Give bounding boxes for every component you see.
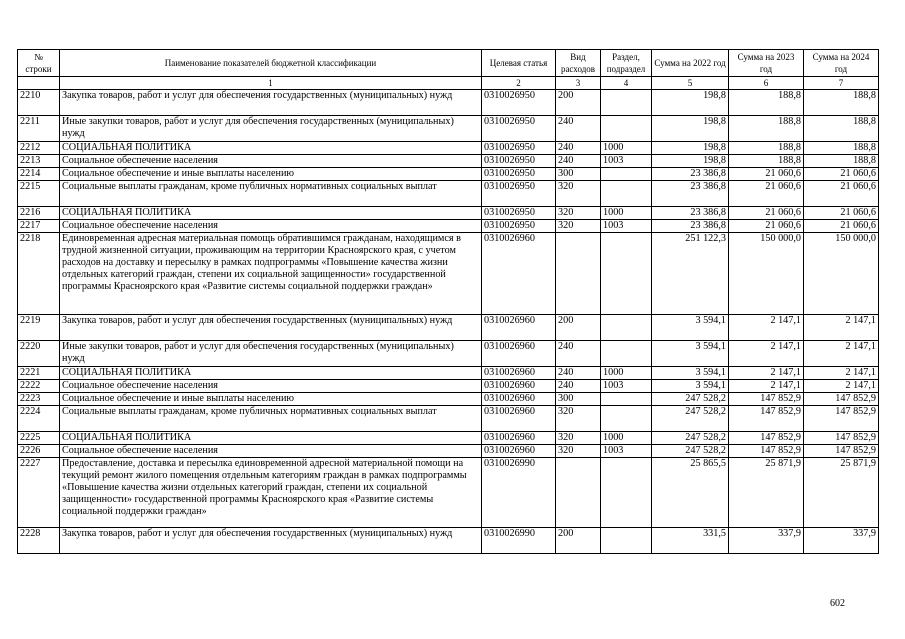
table-row	[18, 207, 879, 220]
table-row	[18, 116, 879, 142]
row-sum-2023: 2 147,1	[729, 367, 804, 380]
row-sum-2024: 147 852,9	[804, 406, 879, 432]
row-sum-2022: 25 865,5	[652, 458, 729, 528]
row-code: 2213	[18, 155, 60, 168]
row-code: 2212	[18, 142, 60, 155]
row-code: 2228	[18, 528, 60, 554]
row-target: 0310026990	[482, 458, 556, 528]
row-sum-2022: 198,8	[652, 155, 729, 168]
row-code: 2227	[18, 458, 60, 528]
header-sum-2023: Сумма на 2023 год	[729, 50, 804, 77]
row-name: Социальное обеспечение и иные выплаты населению	[60, 393, 482, 406]
column-number	[18, 77, 60, 90]
row-sum-2024: 150 000,0	[804, 233, 879, 315]
row-sum-2022: 23 386,8	[652, 220, 729, 233]
row-vid: 200	[556, 90, 601, 116]
row-razdel	[601, 233, 652, 315]
row-target: 0310026960	[482, 315, 556, 341]
table-row	[18, 367, 879, 380]
row-vid: 300	[556, 393, 601, 406]
row-name: Социальные выплаты гражданам, кроме публичных нормативных социальных выплат	[60, 406, 482, 432]
row-target: 0310026960	[482, 393, 556, 406]
row-sum-2024: 2 147,1	[804, 341, 879, 367]
table-row	[18, 315, 879, 341]
row-target: 0310026950	[482, 90, 556, 116]
row-target: 0310026960	[482, 406, 556, 432]
row-code: 2216	[18, 207, 60, 220]
row-sum-2024: 188,8	[804, 90, 879, 116]
table-row	[18, 528, 879, 554]
row-sum-2024: 21 060,6	[804, 181, 879, 207]
row-sum-2023: 25 871,9	[729, 458, 804, 528]
row-name: СОЦИАЛЬНАЯ ПОЛИТИКА	[60, 207, 482, 220]
row-name: Закупка товаров, работ и услуг для обеспечения государственных (муниципальных) нужд	[60, 528, 482, 554]
column-number-row	[18, 77, 879, 90]
row-target: 0310026990	[482, 528, 556, 554]
table-body	[18, 90, 879, 554]
row-target: 0310026950	[482, 220, 556, 233]
row-sum-2023: 2 147,1	[729, 341, 804, 367]
column-number: 2	[482, 77, 556, 90]
row-razdel	[601, 90, 652, 116]
row-sum-2024: 21 060,6	[804, 220, 879, 233]
row-sum-2023: 188,8	[729, 116, 804, 142]
row-code: 2225	[18, 432, 60, 445]
row-sum-2022: 3 594,1	[652, 367, 729, 380]
table-row	[18, 155, 879, 168]
row-target: 0310026960	[482, 432, 556, 445]
row-razdel: 1000	[601, 207, 652, 220]
row-razdel: 1003	[601, 445, 652, 458]
row-code: 2218	[18, 233, 60, 315]
row-target: 0310026960	[482, 233, 556, 315]
row-razdel: 1003	[601, 380, 652, 393]
row-code: 2226	[18, 445, 60, 458]
row-razdel	[601, 393, 652, 406]
row-name: Единовременная адресная материальная помощь обратившимся гражданам, находящимся в трудной жизненной ситуации, проживающим на территории Красноярского края, с учетом расходов на доставку и пересылку в рамках подпрограммы «Повышение качества жизни отдельных категорий граждан, степени их социальной защищенности» государственной программы Красноярского края «Развитие системы социальной поддержки граждан»	[60, 233, 482, 315]
row-code: 2222	[18, 380, 60, 393]
header-razdel: Раздел, подраздел	[601, 50, 652, 77]
row-vid	[556, 458, 601, 528]
row-sum-2024: 25 871,9	[804, 458, 879, 528]
row-target: 0310026950	[482, 168, 556, 181]
row-sum-2024: 21 060,6	[804, 168, 879, 181]
row-vid: 320	[556, 432, 601, 445]
row-code: 2215	[18, 181, 60, 207]
header-sum-2024: Сумма на 2024 год	[804, 50, 879, 77]
row-sum-2022: 247 528,2	[652, 393, 729, 406]
row-code: 2217	[18, 220, 60, 233]
row-vid: 240	[556, 341, 601, 367]
row-name: Предоставление, доставка и пересылка единовременной адресной материальной помощи на текущий ремонт жилого помещения отдельным категориям граждан в рамках подпрограммы «Повышение качества жизни отдельных категорий граждан, степени их социальной защищенности» государственной программы Красноярского края «Развитие системы социальной поддержки граждан»	[60, 458, 482, 528]
column-number: 3	[556, 77, 601, 90]
row-sum-2024: 188,8	[804, 116, 879, 142]
row-razdel	[601, 116, 652, 142]
row-vid: 300	[556, 168, 601, 181]
row-sum-2022: 198,8	[652, 116, 729, 142]
row-target: 0310026950	[482, 155, 556, 168]
row-vid: 200	[556, 528, 601, 554]
row-sum-2024: 337,9	[804, 528, 879, 554]
row-vid: 240	[556, 142, 601, 155]
column-number: 6	[729, 77, 804, 90]
row-sum-2022: 23 386,8	[652, 168, 729, 181]
row-code: 2223	[18, 393, 60, 406]
table-row	[18, 90, 879, 116]
table-header-row	[18, 50, 879, 77]
column-number: 5	[652, 77, 729, 90]
row-sum-2023: 2 147,1	[729, 380, 804, 393]
row-sum-2024: 147 852,9	[804, 445, 879, 458]
row-sum-2024: 147 852,9	[804, 432, 879, 445]
row-name: СОЦИАЛЬНАЯ ПОЛИТИКА	[60, 432, 482, 445]
row-target: 0310026950	[482, 207, 556, 220]
row-vid: 320	[556, 207, 601, 220]
row-name: Социальное обеспечение населения	[60, 220, 482, 233]
row-sum-2024: 188,8	[804, 142, 879, 155]
table-row	[18, 458, 879, 528]
row-razdel	[601, 528, 652, 554]
row-sum-2023: 150 000,0	[729, 233, 804, 315]
row-target: 0310026960	[482, 445, 556, 458]
row-razdel: 1003	[601, 220, 652, 233]
row-sum-2022: 331,5	[652, 528, 729, 554]
column-number: 4	[601, 77, 652, 90]
row-target: 0310026960	[482, 380, 556, 393]
row-name: Иные закупки товаров, работ и услуг для обеспечения государственных (муниципальных) нужд	[60, 341, 482, 367]
row-sum-2024: 188,8	[804, 155, 879, 168]
row-code: 2221	[18, 367, 60, 380]
row-target: 0310026960	[482, 341, 556, 367]
row-target: 0310026950	[482, 116, 556, 142]
row-sum-2023: 21 060,6	[729, 168, 804, 181]
row-vid: 320	[556, 406, 601, 432]
row-sum-2022: 3 594,1	[652, 341, 729, 367]
column-number: 7	[804, 77, 879, 90]
row-vid	[556, 233, 601, 315]
row-sum-2022: 198,8	[652, 90, 729, 116]
row-code: 2219	[18, 315, 60, 341]
row-sum-2022: 247 528,2	[652, 445, 729, 458]
row-sum-2023: 188,8	[729, 90, 804, 116]
row-sum-2023: 147 852,9	[729, 393, 804, 406]
row-code: 2220	[18, 341, 60, 367]
row-vid: 320	[556, 181, 601, 207]
column-number: 1	[60, 77, 482, 90]
header-target: Целевая статья	[482, 50, 556, 77]
header-sum-2022: Сумма на 2022 год	[652, 50, 729, 77]
row-name: Социальные выплаты гражданам, кроме публичных нормативных социальных выплат	[60, 181, 482, 207]
table-row	[18, 406, 879, 432]
row-sum-2023: 147 852,9	[729, 432, 804, 445]
row-sum-2024: 147 852,9	[804, 393, 879, 406]
row-razdel	[601, 406, 652, 432]
row-sum-2023: 147 852,9	[729, 406, 804, 432]
row-name: Социальное обеспечение населения	[60, 380, 482, 393]
row-sum-2023: 188,8	[729, 142, 804, 155]
row-name: Закупка товаров, работ и услуг для обеспечения государственных (муниципальных) нужд	[60, 315, 482, 341]
row-sum-2022: 251 122,3	[652, 233, 729, 315]
row-vid: 320	[556, 445, 601, 458]
row-sum-2024: 2 147,1	[804, 367, 879, 380]
header-row-no: № строки	[18, 50, 60, 77]
row-code: 2210	[18, 90, 60, 116]
row-target: 0310026950	[482, 181, 556, 207]
row-razdel	[601, 341, 652, 367]
table-row	[18, 168, 879, 181]
row-sum-2024: 21 060,6	[804, 207, 879, 220]
row-name: Социальное обеспечение и иные выплаты населению	[60, 168, 482, 181]
table-row	[18, 432, 879, 445]
header-vid: Вид расходов	[556, 50, 601, 77]
row-razdel	[601, 168, 652, 181]
row-target: 0310026950	[482, 142, 556, 155]
table-row	[18, 393, 879, 406]
row-sum-2023: 21 060,6	[729, 181, 804, 207]
row-sum-2022: 23 386,8	[652, 207, 729, 220]
table-row	[18, 233, 879, 315]
row-sum-2024: 2 147,1	[804, 315, 879, 341]
row-razdel: 1003	[601, 155, 652, 168]
row-sum-2024: 2 147,1	[804, 380, 879, 393]
row-vid: 320	[556, 220, 601, 233]
row-sum-2023: 2 147,1	[729, 315, 804, 341]
row-code: 2211	[18, 116, 60, 142]
row-sum-2022: 23 386,8	[652, 181, 729, 207]
row-target: 0310026960	[482, 367, 556, 380]
table-row	[18, 380, 879, 393]
row-vid: 240	[556, 116, 601, 142]
row-razdel: 1000	[601, 367, 652, 380]
row-razdel: 1000	[601, 142, 652, 155]
row-sum-2023: 21 060,6	[729, 207, 804, 220]
row-razdel: 1000	[601, 432, 652, 445]
row-name: Иные закупки товаров, работ и услуг для обеспечения государственных (муниципальных) нужд	[60, 116, 482, 142]
row-vid: 240	[556, 367, 601, 380]
table-row	[18, 142, 879, 155]
row-sum-2022: 247 528,2	[652, 432, 729, 445]
row-vid: 240	[556, 155, 601, 168]
page-number: 602	[830, 598, 845, 609]
row-name: СОЦИАЛЬНАЯ ПОЛИТИКА	[60, 367, 482, 380]
budget-table	[17, 49, 879, 554]
row-sum-2022: 198,8	[652, 142, 729, 155]
row-name: Закупка товаров, работ и услуг для обеспечения государственных (муниципальных) нужд	[60, 90, 482, 116]
row-sum-2022: 3 594,1	[652, 315, 729, 341]
row-code: 2224	[18, 406, 60, 432]
row-sum-2023: 147 852,9	[729, 445, 804, 458]
row-vid: 200	[556, 315, 601, 341]
table-row	[18, 341, 879, 367]
table-row	[18, 445, 879, 458]
row-sum-2023: 21 060,6	[729, 220, 804, 233]
row-razdel	[601, 315, 652, 341]
row-razdel	[601, 458, 652, 528]
table-row	[18, 220, 879, 233]
table-row	[18, 181, 879, 207]
row-razdel	[601, 181, 652, 207]
header-name: Паименование показателей бюджетной классификации	[60, 50, 482, 77]
row-sum-2023: 188,8	[729, 155, 804, 168]
row-name: СОЦИАЛЬНАЯ ПОЛИТИКА	[60, 142, 482, 155]
row-name: Социальное обеспечение населения	[60, 445, 482, 458]
row-sum-2022: 3 594,1	[652, 380, 729, 393]
row-vid: 240	[556, 380, 601, 393]
row-name: Социальное обеспечение населения	[60, 155, 482, 168]
row-sum-2022: 247 528,2	[652, 406, 729, 432]
row-code: 2214	[18, 168, 60, 181]
row-sum-2023: 337,9	[729, 528, 804, 554]
